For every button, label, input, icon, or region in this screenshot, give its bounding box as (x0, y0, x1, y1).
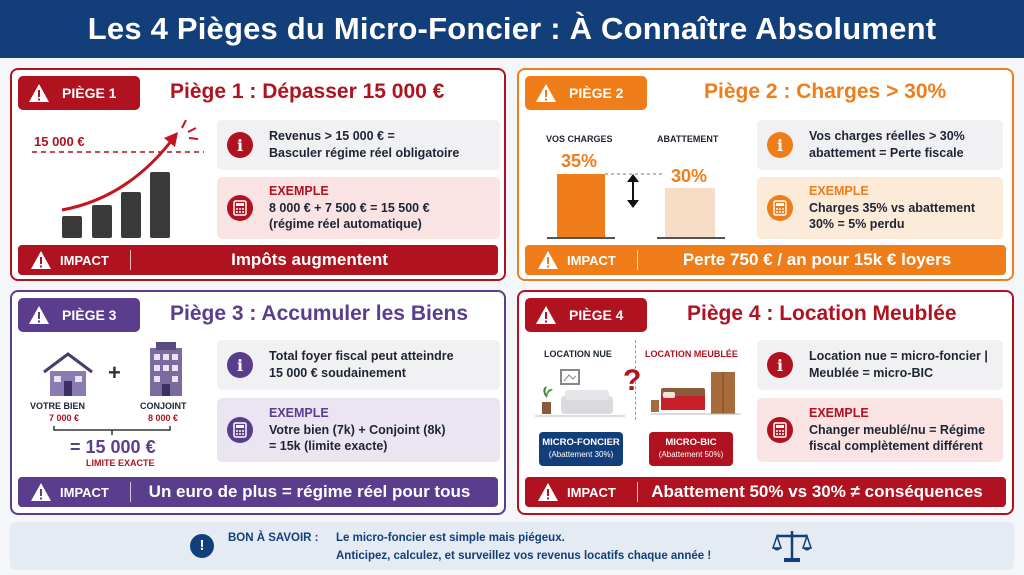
trap-2-badge: PIÈGE 2 (525, 76, 647, 110)
warning-icon (535, 305, 557, 325)
footer-label: BON À SAVOIR : (228, 532, 319, 544)
abatement-label: ABATTEMENT (657, 134, 719, 144)
trap-2-example: EXEMPLE Charges 35% vs abattement 30% = 5% perdu (757, 177, 1003, 239)
warning-icon (537, 250, 559, 270)
trap-2-impact: IMPACT Perte 750 € / an pour 15k € loyers (525, 245, 1006, 275)
trap-1-example: EXEMPLE 8 000 € + 7 500 € = 15 500 € (régime réel automatique) (217, 177, 500, 239)
warning-icon (30, 482, 52, 502)
building-icon (142, 340, 190, 398)
trap-2-title: Piège 2 : Charges > 30% (704, 80, 947, 103)
trap-1-badge-label: PIÈGE 1 (62, 85, 117, 101)
plus-sign: + (108, 360, 121, 385)
info-icon: i (227, 132, 253, 158)
warning-icon (30, 250, 52, 270)
footer-tip (10, 522, 1014, 570)
calculator-icon (767, 195, 793, 221)
abatement-pct: 30% (671, 166, 708, 186)
trap-1-impact: IMPACT Impôts augmentent (18, 245, 498, 275)
trap-4-impact-text: Abattement 50% vs 30% ≠ conséquences (651, 482, 983, 501)
trap-4-card (517, 290, 1014, 515)
bracket-icon (52, 424, 172, 436)
question-mark-icon: ? (623, 364, 642, 397)
calculator-icon (767, 417, 793, 443)
page-title: Les 4 Pièges du Micro-Foncier : À Connaître Absolument (87, 11, 937, 46)
trap-1-card (10, 68, 506, 281)
trap-3-impact-text: Un euro de plus = régime réel pour tous (148, 482, 471, 501)
micro-foncier-tag: MICRO-FONCIER (Abattement 30%) (539, 432, 623, 466)
trap-2-card (517, 68, 1014, 281)
info-icon: i (767, 132, 793, 158)
total-value: = 15 000 € (70, 437, 156, 457)
trap-4-impact: IMPACT Abattement 50% vs 30% ≠ conséquences (525, 477, 1006, 507)
footer-line-2: Anticipez, calculez, et surveillez vos revenus locatifs chaque année ! (336, 550, 712, 562)
unfurnished-label: LOCATION NUE (544, 349, 612, 359)
scales-of-justice-icon (772, 528, 812, 564)
warning-icon (28, 305, 50, 325)
micro-bic-tag: MICRO-BIC (Abattement 50%) (649, 432, 733, 466)
trap-1-impact-text: Impôts augmentent (231, 250, 388, 269)
warning-icon (535, 83, 557, 103)
charges-label: VOS CHARGES (546, 134, 613, 144)
trap-3-card (10, 290, 506, 515)
trap-1-title: Piège 1 : Dépasser 15 000 € (170, 80, 445, 103)
furnished-label: LOCATION MEUBLÉE (645, 349, 738, 359)
threshold-label: 15 000 € (34, 134, 85, 149)
empty-room-icon (535, 366, 625, 426)
calculator-icon (227, 417, 253, 443)
trap-4-badge: PIÈGE 4 (525, 298, 647, 332)
trap-2-info: i Vos charges réelles > 30% abattement = Perte fiscale (757, 120, 1003, 170)
furnished-room-icon (651, 366, 741, 426)
your-property-label: VOTRE BIEN (30, 401, 86, 411)
charges-comparison-icon (547, 168, 727, 240)
trap-1-info: i Revenus > 15 000 € = Basculer régime réel obligatoire (217, 120, 500, 170)
trap-4-info: i Location nue = micro-foncier | Meublée = micro-BIC (757, 340, 1003, 390)
trap-3-info: i Total foyer fiscal peut atteindre 15 000 € soudainement (217, 340, 500, 390)
spouse-value: 8 000 € (148, 413, 179, 423)
trap-3-example: EXEMPLE Votre bien (7k) + Conjoint (8k) = 15k (limite exacte) (217, 398, 500, 462)
info-icon: i (227, 352, 253, 378)
charges-pct: 35% (561, 151, 598, 171)
exclamation-icon: ! (190, 534, 214, 558)
warning-icon (28, 83, 50, 103)
warning-icon (537, 482, 559, 502)
calculator-icon (227, 195, 253, 221)
footer-line-1: Le micro-foncier est simple mais piégeux. (336, 532, 565, 544)
trap-2-impact-text: Perte 750 € / an pour 15k € loyers (682, 250, 952, 269)
your-property-value: 7 000 € (49, 413, 80, 423)
spouse-label: CONJOINT (140, 401, 187, 411)
trap-4-title: Piège 4 : Location Meublée (687, 302, 957, 325)
trap-3-title: Piège 3 : Accumuler les Biens (170, 302, 469, 325)
trap-3-impact: IMPACT Un euro de plus = régime réel pour tous (18, 477, 498, 507)
trap-1-badge (18, 76, 140, 110)
trap-3-badge: PIÈGE 3 (18, 298, 140, 332)
limit-label: LIMITE EXACTE (86, 458, 155, 468)
house-icon (40, 350, 96, 398)
growth-chart-icon (32, 120, 212, 240)
trap-4-example: EXEMPLE Changer meublé/nu = Régime fiscal complètement différent (757, 398, 1003, 462)
header-banner (0, 0, 1024, 58)
info-icon: i (767, 352, 793, 378)
